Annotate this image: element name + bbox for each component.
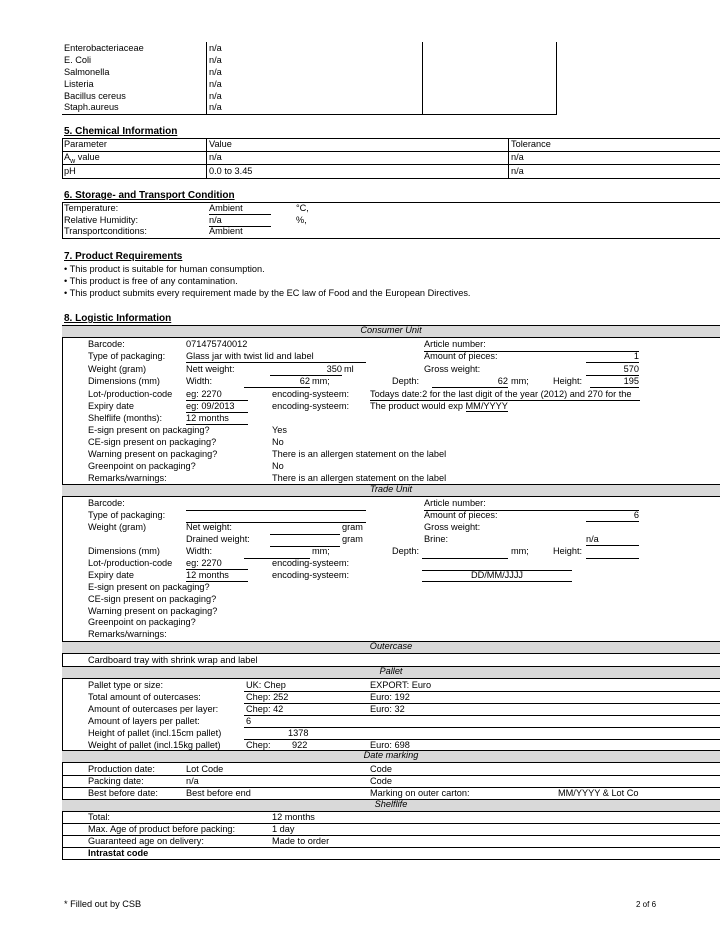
outercase-text: Cardboard tray with shrink wrap and label [88,655,258,665]
date-marking-band: Date marking [62,750,720,763]
pieces-label: Amount of pieces: [424,351,498,361]
remarks-label: Remarks/warnings: [88,629,167,639]
weight-label: Weight (gram) [88,364,147,374]
remarks-label: Remarks/warnings: [88,473,167,483]
section-title: 6. Storage- and Transport Condition [64,190,235,201]
layers-value: 6 [246,716,252,726]
pallet-type-label: Pallet type or size: [88,680,164,690]
requirement-item: • This product is suitable for human consumption. [64,264,265,274]
lot-value: eg: 2270 [186,558,248,570]
pallet-weight-label: Weight of pallet (incl.15kg pallet) [88,740,221,750]
humidity-label: Relative Humidity: [64,215,139,225]
encoding-label: encoding-systeem: [272,401,350,411]
temperature-value: Ambient [209,203,271,215]
encoding-label: encoding-systeem: [272,558,350,568]
esign-label: E-sign present on packaging? [88,582,210,592]
barcode-value: 071475740012 [186,339,248,349]
pallet-weight-euro: Euro: 698 [370,740,410,750]
max-age-label: Max. Age of product before packing: [88,824,236,834]
micro-param: Listeria [64,79,94,89]
brine-value: n/a [586,534,639,546]
micro-param: Bacillus cereus [64,91,126,101]
best-before-label: Best before date: [88,788,158,798]
section-title: 5. Chemical Information [64,126,178,137]
depth-label: Depth: [392,546,420,556]
pallet-type-export: EXPORT: Euro [370,680,432,690]
width-label: Width: [186,376,213,386]
temperature-unit: °C, [296,203,309,213]
humidity-value: n/a [209,215,271,227]
dimensions-label: Dimensions (mm) [88,546,160,556]
drained-label: Drained weight: [186,534,250,544]
guaranteed-age-label: Guaranteed age on delivery: [88,836,204,846]
micro-param: Staph.aureus [64,102,119,112]
aw-tolerance: n/a [511,152,524,162]
consumer-unit-band: Consumer Unit [62,325,720,338]
warning-value: There is an allergen statement on the label [272,449,447,459]
outer-carton-label: Marking on outer carton: [370,788,470,798]
shelflife-value: 12 months [186,413,248,425]
barcode-label: Barcode: [88,498,125,508]
ph-value: 0.0 to 3.45 [209,166,253,176]
pallet-height-value: 1378 [288,728,309,738]
cesign-label: CE-sign present on packaging? [88,437,217,447]
cesign-value: No [272,437,284,447]
micro-param: Salmonella [64,67,110,77]
best-before-value: Best before end [186,788,251,798]
expiry-format: DD/MM/JJJJ [422,570,572,582]
lot-label: Lot-/production-code [88,389,173,399]
packing-date-code: Code [370,776,392,786]
temperature-label: Temperature: [64,203,119,213]
nett-unit: ml [344,364,354,374]
depth-unit: mm; [511,546,529,556]
expiry-note: The product would exp MM/YYYY [370,401,508,411]
shelflife-label: Shelflife (months): [88,413,163,423]
per-layer-chep: Chep: 42 [246,704,284,714]
width-value: 62 [244,376,310,388]
pallet-weight-chep: 922 [292,740,308,750]
esign-value: Yes [272,425,287,435]
net-label: Net weight: [186,522,232,532]
gross-label: Gross weight: [424,522,481,532]
production-date-value: Lot Code [186,764,224,774]
gross-label: Gross weight: [424,364,481,374]
per-layer-euro: Euro: 32 [370,704,405,714]
production-date-code: Code [370,764,392,774]
warning-label: Warning present on packaging? [88,449,218,459]
width-unit: mm; [312,546,330,556]
width-label: Width: [186,546,213,556]
packaging-label: Type of packaging: [88,351,166,361]
humidity-unit: %, [296,215,307,225]
total-outercases-chep: Chep: 252 [246,692,289,702]
depth-label: Depth: [392,376,420,386]
column-header: Tolerance [511,139,551,149]
requirement-item: • This product is free of any contamination. [64,276,238,286]
pieces-value: 6 [586,510,639,522]
pieces-value: 1 [586,351,639,363]
section-title: 7. Product Requirements [64,251,183,262]
section-title: 8. Logistic Information [64,313,172,324]
greenpoint-label: Greenpoint on packaging? [88,461,196,471]
max-age-value: 1 day [272,824,295,834]
column-header: Value [209,139,232,149]
lot-note: Todays date:2 for the last digit of the year (2012) and 270 for the [370,389,640,401]
per-layer-label: Amount of outercases per layer: [88,704,219,714]
nett-value: 350 [270,364,342,376]
remarks-value: There is an allergen statement on the label [272,473,447,483]
width-unit: mm; [312,376,330,386]
total-outercases-euro: Euro: 192 [370,692,410,702]
column-header: Parameter [64,139,107,149]
depth-unit: mm; [511,376,529,386]
pallet-weight-chep-label: Chep: [246,740,271,750]
gram-unit: gram [342,522,363,532]
micro-value: n/a [209,67,222,77]
esign-label: E-sign present on packaging? [88,425,210,435]
aw-value: n/a [209,152,222,162]
ph-tolerance: n/a [511,166,524,176]
greenpoint-label: Greenpoint on packaging? [88,617,196,627]
pallet-band: Pallet [62,666,720,679]
height-label: Height: [553,546,583,556]
encoding-label: encoding-systeem: [272,389,350,399]
height-value: 195 [590,376,639,388]
lot-label: Lot-/production-code [88,558,173,568]
expiry-value: 12 months [186,570,248,582]
packaging-value: Glass jar with twist lid and label [186,351,366,363]
ph-param: pH [64,166,76,176]
total-outercases-label: Total amount of outercases: [88,692,201,702]
page-number: 2 of 6 [636,900,657,909]
brine-label: Brine: [424,534,449,544]
warning-label: Warning present on packaging? [88,606,218,616]
gross-value: 570 [586,364,639,376]
shelflife-band: Shelflife [62,799,720,812]
micro-value: n/a [209,43,222,53]
packing-date-label: Packing date: [88,776,144,786]
barcode-label: Barcode: [88,339,125,349]
nett-label: Nett weight: [186,364,235,374]
micro-param: Enterobacteriaceae [64,43,144,53]
packing-date-value: n/a [186,776,199,786]
depth-value: 62 [432,376,508,388]
expiry-label: Expiry date [88,401,134,411]
outer-carton-value: MM/YYYY & Lot Co [558,788,639,798]
micro-value: n/a [209,55,222,65]
production-date-label: Production date: [88,764,155,774]
shelflife-total-label: Total: [88,812,110,822]
dimensions-label: Dimensions (mm) [88,376,160,386]
greenpoint-value: No [272,461,284,471]
trade-unit-band: Trade Unit [62,484,720,497]
weight-label: Weight (gram) [88,522,147,532]
cesign-label: CE-sign present on packaging? [88,594,217,604]
expiry-value: eg: 09/2013 [186,401,248,413]
guaranteed-age-value: Made to order [272,836,330,846]
requirement-item: • This product submits every requirement made by the EC law of Food and the European Directives. [64,288,471,298]
micro-param: E. Coli [64,55,92,65]
pallet-height-label: Height of pallet (incl.15cm pallet) [88,728,222,738]
shelflife-total-value: 12 months [272,812,315,822]
transport-value: Ambient [209,226,243,236]
packaging-label: Type of packaging: [88,510,166,520]
micro-value: n/a [209,102,222,112]
layers-label: Amount of layers per pallet: [88,716,200,726]
gram-unit: gram [342,534,363,544]
intrastat-label: Intrastat code [88,848,149,858]
height-label: Height: [553,376,583,386]
footer-note: * Filled out by CSB [64,899,142,909]
encoding-label: encoding-systeem: [272,570,350,580]
expiry-label: Expiry date [88,570,134,580]
transport-label: Transportconditions: [64,226,147,236]
lot-value: eg: 2270 [186,389,248,401]
aw-param: $A_w$ value [64,152,100,165]
pieces-label: Amount of pieces: [424,510,498,520]
pallet-type-uk: UK: Chep [246,680,286,690]
micro-value: n/a [209,79,222,89]
micro-value: n/a [209,91,222,101]
article-label: Article number: [424,339,486,349]
outercase-band: Outercase [62,641,720,654]
article-label: Article number: [424,498,486,508]
